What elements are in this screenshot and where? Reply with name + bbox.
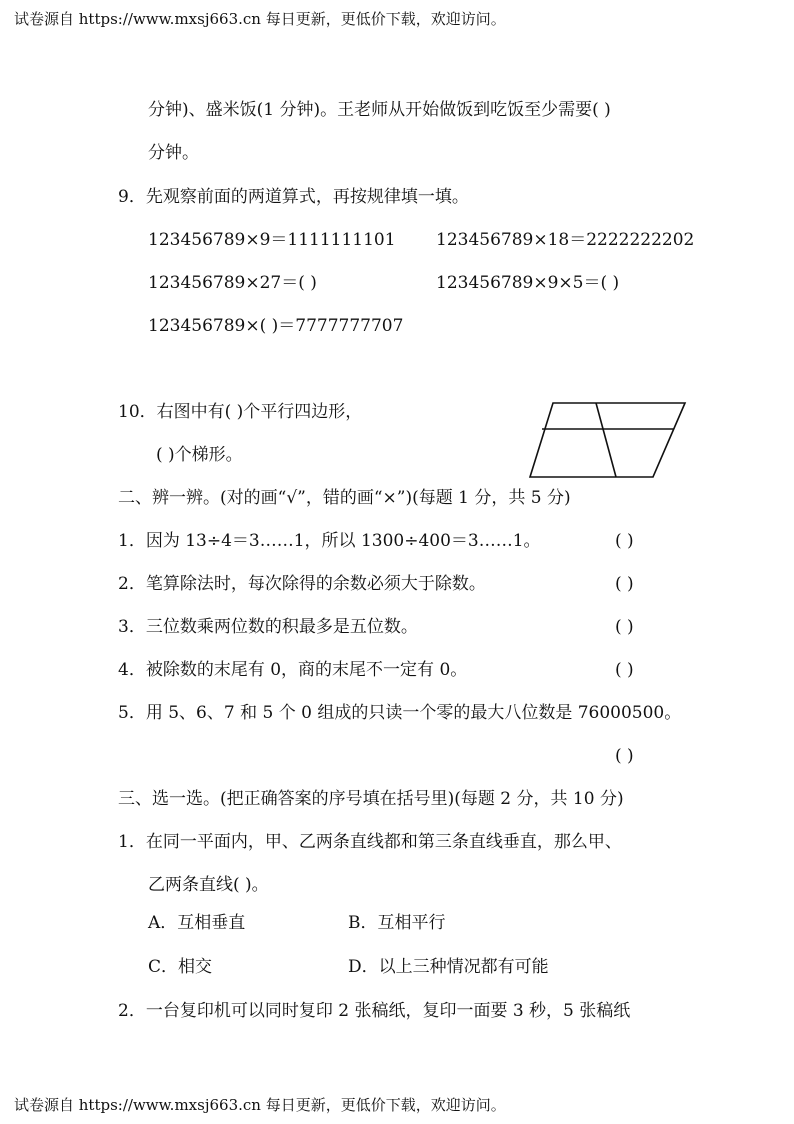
page-header: 试卷源自 https://www.mxsj663.cn 每日更新，更低价下载，欢迎访问。: [14, 10, 506, 28]
choice-option-b[interactable]: B．互相平行: [348, 913, 446, 933]
choice-q1-line1: 1．在同一平面内，甲、乙两条直线都和第三条直线垂直，那么甲、: [118, 832, 622, 852]
choice-option-a[interactable]: A．互相垂直: [148, 913, 246, 933]
judge-item-3-answer-blank[interactable]: ( ): [615, 617, 634, 637]
q8-line3: 分钟。: [148, 143, 199, 163]
q9-equation-3[interactable]: 123456789×27＝( ): [148, 273, 317, 293]
judge-item-1-text: 1．因为 13÷4＝3……1，所以 1300÷400＝3……1。: [118, 531, 541, 551]
page-footer: 试卷源自 https://www.mxsj663.cn 每日更新，更低价下载，欢迎访问。: [14, 1096, 506, 1114]
figure-diagonal-line: [596, 403, 616, 477]
q9-equation-4[interactable]: 123456789×9×5＝( ): [436, 273, 620, 293]
judge-item-2-answer-blank[interactable]: ( ): [615, 574, 634, 594]
q9-equation-1: 123456789×9＝1111111101: [148, 230, 396, 250]
q9-equation-2: 123456789×18＝2222222202: [436, 230, 695, 250]
choice-option-d[interactable]: D．以上三种情况都有可能: [348, 957, 549, 977]
judge-item-1-answer-blank[interactable]: ( ): [615, 531, 634, 551]
figure-outline: [530, 403, 685, 477]
judge-item-3-text: 3．三位数乘两位数的积最多是五位数。: [118, 617, 418, 637]
q10-line2[interactable]: ( )个梯形。: [156, 445, 243, 465]
choice-q2-line1: 2．一台复印机可以同时复印 2 张稿纸，复印一面要 3 秒，5 张稿纸: [118, 1001, 631, 1021]
q9-title: 9．先观察前面的两道算式，再按规律填一填。: [118, 187, 469, 207]
q9-equation-5[interactable]: 123456789×( )＝7777777707: [148, 316, 404, 336]
judge-item-5-text: 5．用 5、6、7 和 5 个 0 组成的只读一个零的最大八位数是 76000500。: [118, 703, 682, 723]
section3-title: 三、选一选。(把正确答案的序号填在括号里)(每题 2 分，共 10 分): [118, 789, 624, 809]
judge-item-5-answer-blank[interactable]: ( ): [615, 746, 634, 766]
judge-item-4-answer-blank[interactable]: ( ): [615, 660, 634, 680]
q10-line1[interactable]: 10．右图中有( )个平行四边形，: [118, 402, 363, 422]
section2-title: 二、辨一辨。(对的画“√”，错的画“×”)(每题 1 分，共 5 分): [118, 488, 571, 508]
judge-item-2-text: 2．笔算除法时，每次除得的余数必须大于除数。: [118, 574, 486, 594]
parallelogram-figure: [528, 401, 688, 481]
q8-line2: 分钟)、盛米饭(1 分钟)。王老师从开始做饭到吃饭至少需要( ): [148, 100, 611, 120]
choice-option-c[interactable]: C．相交: [148, 957, 213, 977]
choice-q1-line2[interactable]: 乙两条直线( )。: [148, 875, 269, 895]
judge-item-4-text: 4．被除数的末尾有 0，商的末尾不一定有 0。: [118, 660, 468, 680]
